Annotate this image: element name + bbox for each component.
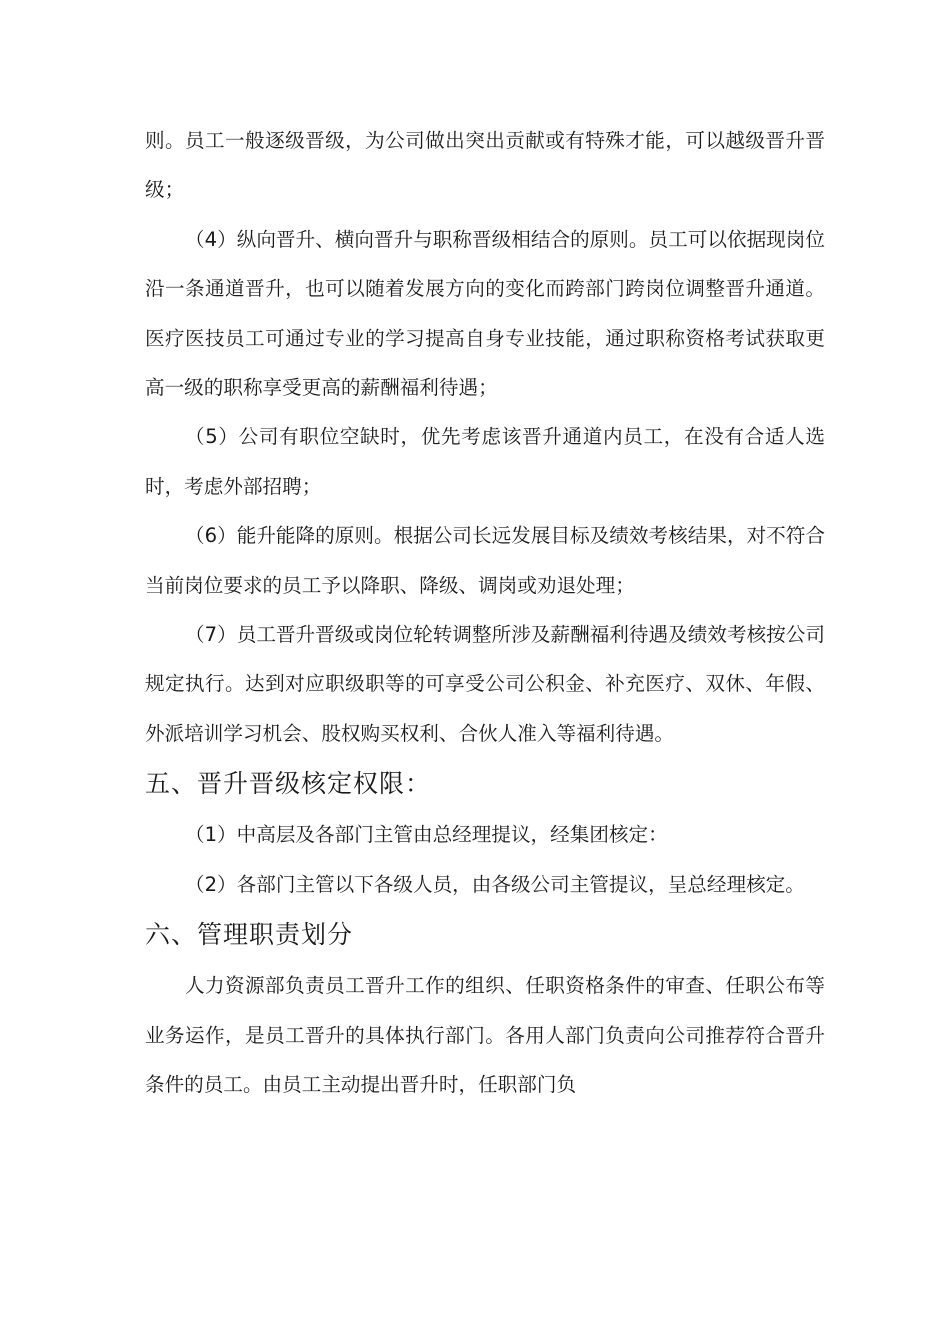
paragraph-principle-4: （4）纵向晋升、横向晋升与职称晋级相结合的原则。员工可以依据现岗位沿一条通道晋升，也可以随着发展方向的变化而跨部门跨岗位调整晋升通道。医疗医技员工可通过专业的学习提高自身专业技能，通过职称资格考试获取更高一级的职称享受更高的薪酬福利待遇； bbox=[145, 227, 825, 400]
section-heading-approval-authority: 五、晋升晋级核定权限： bbox=[145, 769, 432, 799]
paragraph-promotion-principle-continued: 则。员工一般逐级晋级，为公司做出突出贡献或有特殊才能，可以越级晋升晋级； bbox=[145, 129, 825, 202]
paragraph-hr-responsibilities: 人力资源部负责员工晋升工作的组织、任职资格条件的审查、任职公布等业务运作，是员工晋升的具体执行部门。各用人部门负责向公司推荐符合晋升条件的员工。由员工主动提出晋升时，任职部门负 bbox=[145, 974, 825, 1096]
paragraph-principle-6: （6）能升能降的原则。根据公司长远发展目标及绩效考核结果，对不符合当前岗位要求的员工予以降职、降级、调岗或劝退处理； bbox=[145, 524, 825, 597]
paragraph-authority-1: （1）中高层及各部门主管由总经理提议，经集团核定： bbox=[185, 823, 668, 847]
section-heading-responsibilities: 六、管理职责划分 bbox=[145, 920, 354, 950]
paragraph-principle-5: （5）公司有职位空缺时，优先考虑该晋升通道内员工，在没有合适人选时，考虑外部招聘； bbox=[145, 425, 825, 498]
paragraph-authority-2: （2）各部门主管以下各级人员，由各级公司主管提议，呈总经理核定。 bbox=[185, 872, 805, 896]
document-page bbox=[145, 116, 825, 1109]
paragraph-principle-7: （7）员工晋升晋级或岗位轮转调整所涉及薪酬福利待遇及绩效考核按公司规定执行。达到对应职级职等的可享受公司公积金、补充医疗、双休、年假、外派培训学习机会、股权购买权利、合伙人准入等福利待遇。 bbox=[145, 623, 825, 745]
